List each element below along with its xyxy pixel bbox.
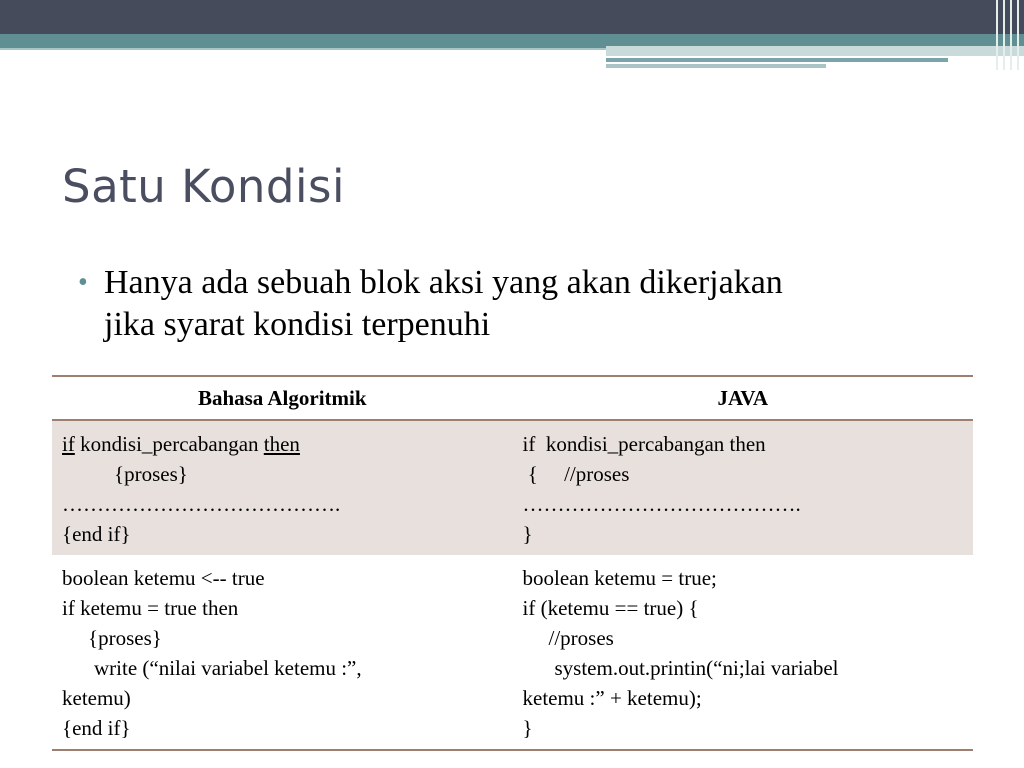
code-line: {proses} — [88, 626, 162, 650]
code-line: { //proses — [522, 462, 630, 486]
bullet-item — [78, 262, 838, 346]
header-band-right-2 — [606, 58, 948, 62]
slide-title: Satu Kondisi — [62, 160, 345, 213]
condition-text: kondisi_percabangan — [74, 432, 264, 456]
code-line: ketemu) — [62, 686, 131, 710]
code-line: } — [522, 522, 533, 546]
code-line: ketemu :” + ketemu); — [522, 686, 702, 710]
header-band-right-1 — [606, 46, 1024, 56]
header-java: JAVA — [513, 376, 974, 420]
code-line: if (ketemu == true) { — [522, 596, 699, 620]
code-line: //proses — [548, 626, 614, 650]
comparison-table — [52, 375, 973, 751]
header-band-dark — [0, 0, 1024, 34]
corner-stripe — [1010, 0, 1012, 70]
algo-cell-syntax — [52, 420, 513, 555]
code-line: if ketemu = true then — [62, 596, 239, 620]
header-band-right-3 — [606, 64, 826, 68]
corner-stripe — [996, 0, 998, 70]
java-cell-syntax — [513, 420, 974, 555]
corner-stripe — [1017, 0, 1019, 70]
table-header-row — [52, 376, 973, 420]
code-line: {proses} — [114, 462, 188, 486]
code-line: system.out.printin(“ni;lai variabel — [554, 656, 839, 680]
keyword-if: if — [62, 432, 75, 456]
header-algoritmik: Bahasa Algoritmik — [52, 376, 513, 420]
bullet-dot-icon: • — [78, 267, 88, 298]
code-line: boolean ketemu <-- true — [62, 566, 265, 590]
code-line: if kondisi_percabangan then — [522, 432, 766, 456]
table-row — [52, 420, 973, 555]
code-line: {end if} — [62, 716, 131, 740]
table-row — [52, 555, 973, 750]
code-line: write (“nilai variabel ketemu :”, — [94, 656, 362, 680]
code-line — [62, 429, 503, 459]
algo-cell-example — [52, 555, 513, 750]
code-line: {end if} — [62, 522, 131, 546]
java-cell-example — [513, 555, 974, 750]
header-band-accent — [0, 48, 606, 50]
code-line: } — [522, 716, 533, 740]
bullet-text: Hanya ada sebuah blok aksi yang akan dikerjakan jika syarat kondisi terpenuhi — [104, 264, 783, 343]
corner-stripe — [1003, 0, 1005, 70]
code-line: …………………………………. — [62, 492, 341, 516]
code-line: …………………………………. — [522, 492, 801, 516]
code-line: boolean ketemu = true; — [522, 566, 717, 590]
keyword-then: then — [263, 432, 300, 456]
